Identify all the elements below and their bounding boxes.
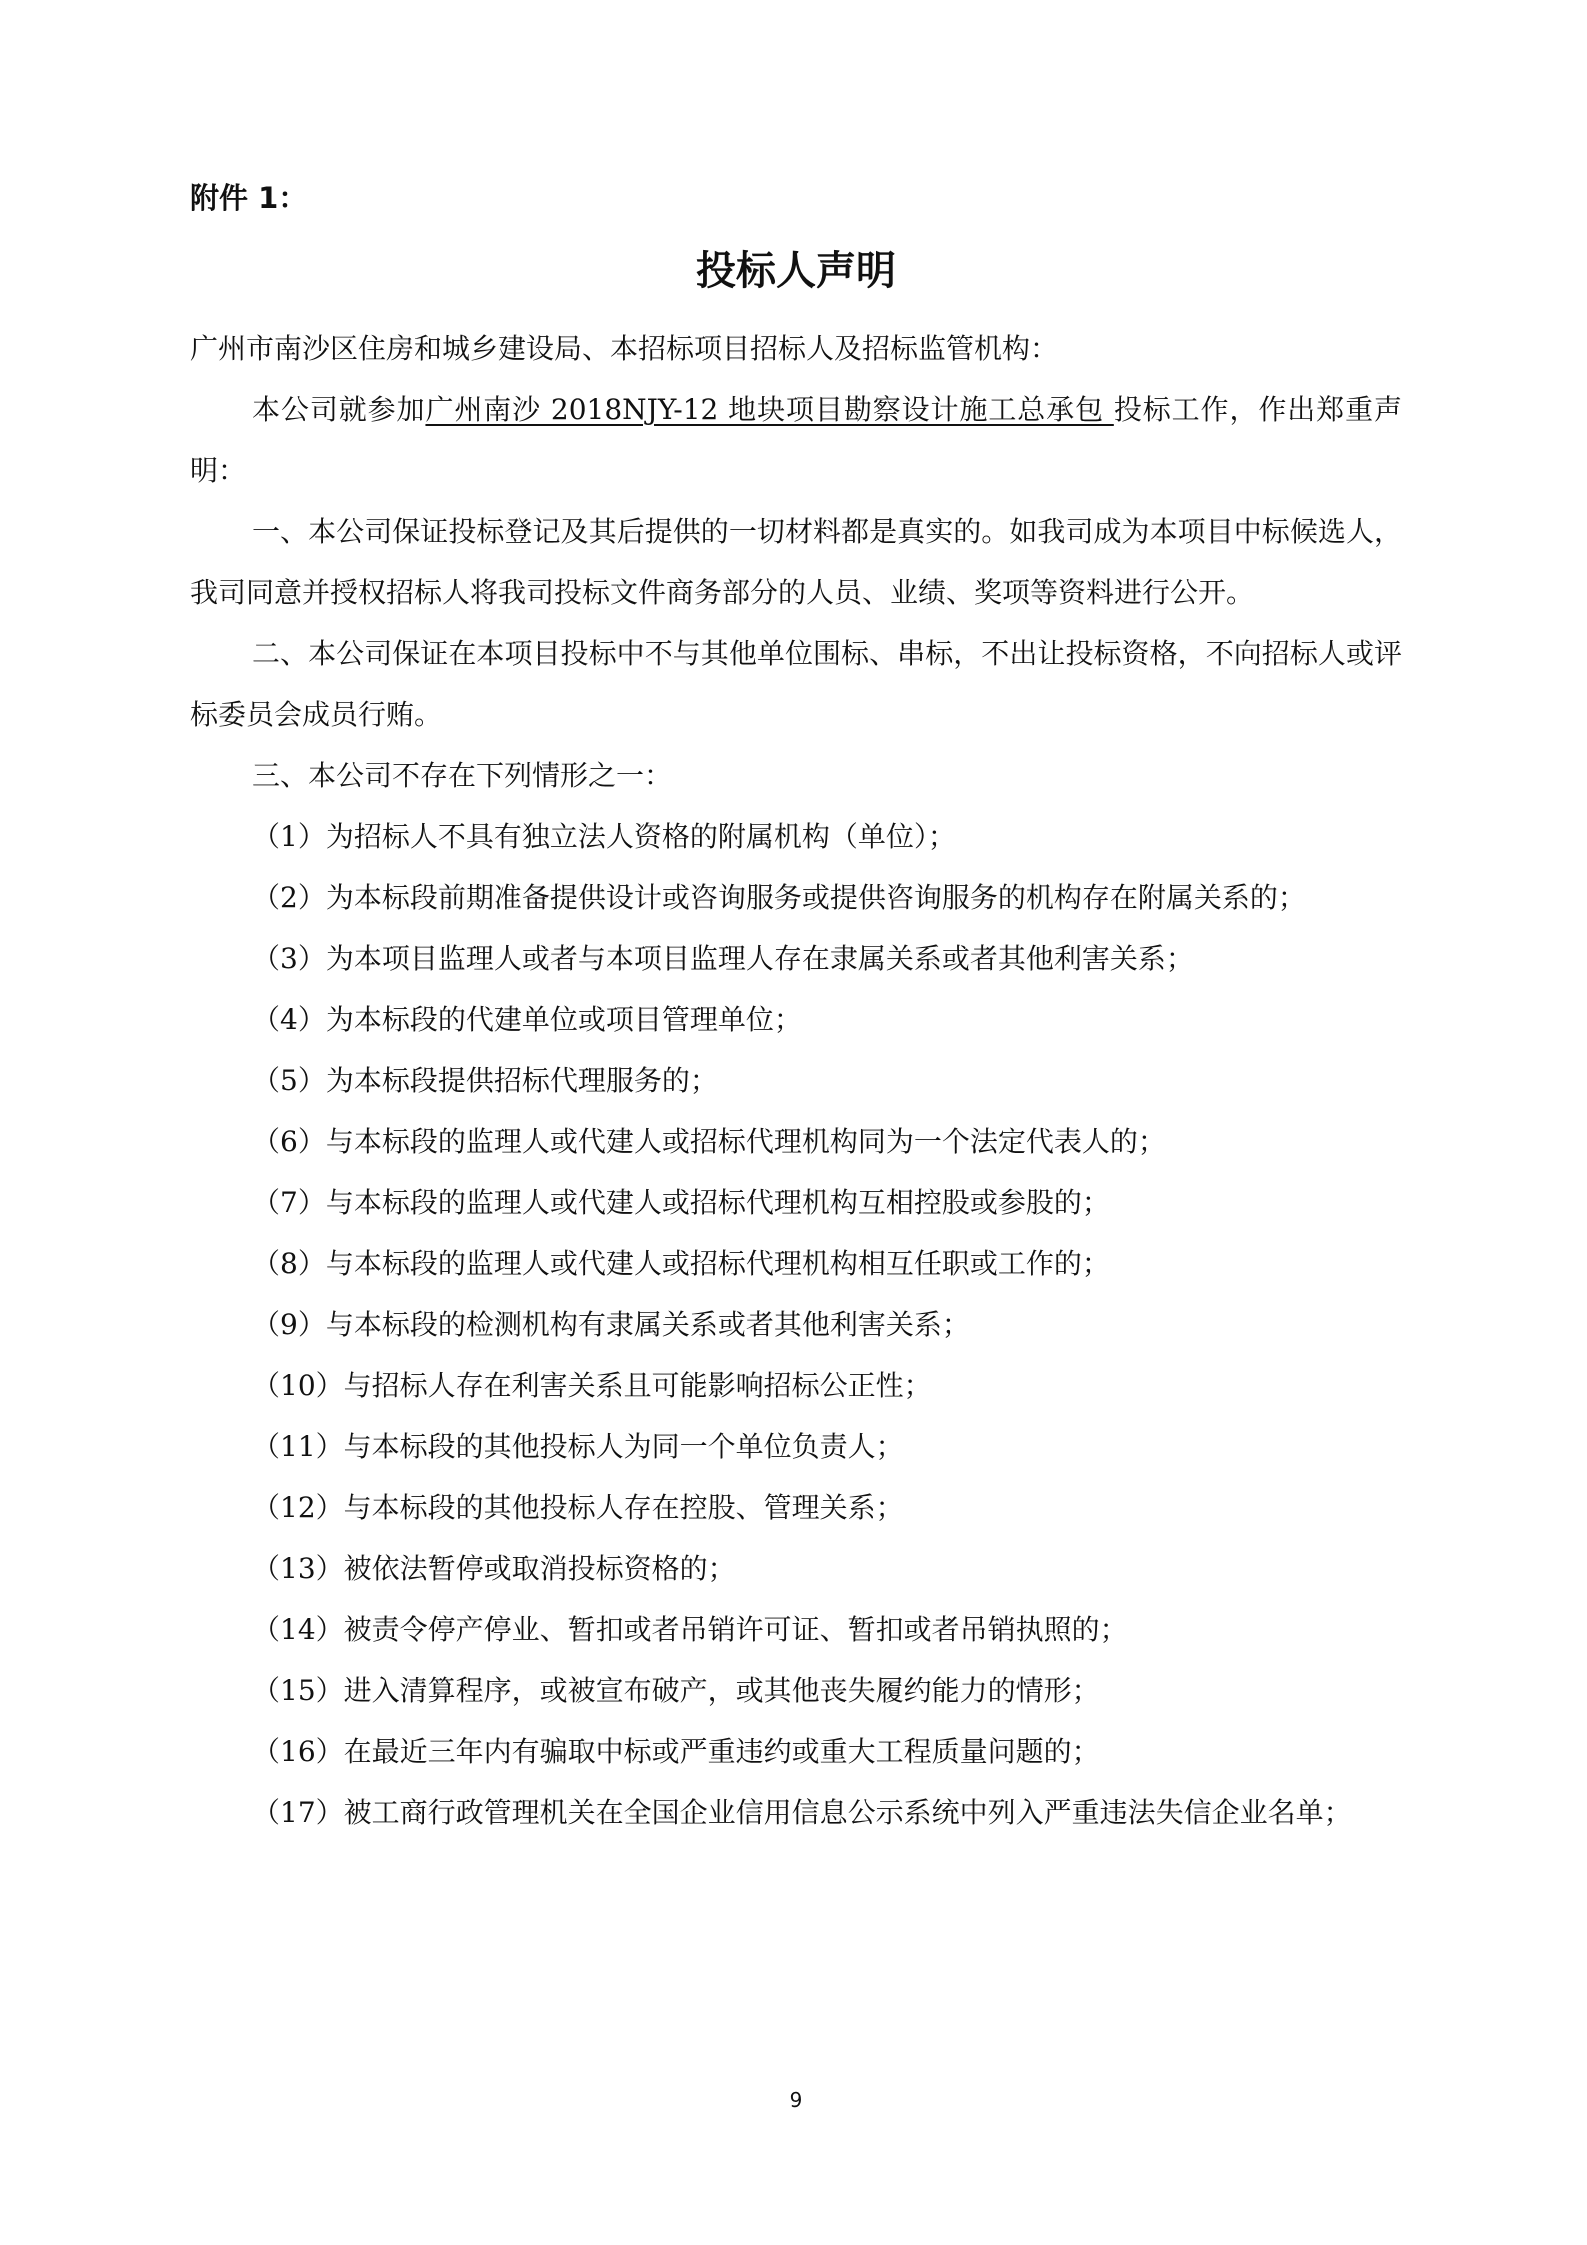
addressee: 广州市南沙区住房和城乡建设局、本招标项目招标人及招标监管机构： [190,332,1059,365]
list-item-2: （2）为本标段前期准备提供设计或咨询服务或提供咨询服务的机构存在附属关系的； [252,881,1306,914]
declaration-body [190,318,1402,1843]
list-item-9: （9）与本标段的检测机构有隶属关系或者其他利害关系； [252,1308,970,1341]
page-number: 9 [789,2088,803,2112]
clause-3: 三、本公司不存在下列情形之一： [252,759,673,792]
list-item-12: （12）与本标段的其他投标人存在控股、管理关系； [252,1491,904,1524]
list-item-11: （11）与本标段的其他投标人为同一个单位负责人； [252,1430,904,1463]
intro-before: 本公司就参加 [252,393,426,426]
intro-after: 投标工作，作出郑重声明： [190,393,1402,487]
list-item-1: （1）为招标人不具有独立法人资格的附属机构（单位）； [252,820,956,853]
clause-2: 二、本公司保证在本项目投标中不与其他单位围标、串标，不出让投标资格，不向招标人或评标委员会成员行贿。 [190,637,1402,731]
list-item-17: （17）被工商行政管理机关在全国企业信用信息公示系统中列入严重违法失信企业名单； [252,1796,1352,1829]
list-item-5: （5）为本标段提供招标代理服务的； [252,1064,718,1097]
document-page [190,0,1402,2245]
list-item-15: （15）进入清算程序，或被宣布破产，或其他丧失履约能力的情形； [252,1674,1100,1707]
list-item-7: （7）与本标段的监理人或代建人或招标代理机构互相控股或参股的； [252,1186,1110,1219]
list-item-6: （6）与本标段的监理人或代建人或招标代理机构同为一个法定代表人的； [252,1125,1166,1158]
intro-paragraph [190,379,1402,501]
list-item-10: （10）与招标人存在利害关系且可能影响招标公正性； [252,1369,932,1402]
list-item-14: （14）被责令停产停业、暂扣或者吊销许可证、暂扣或者吊销执照的； [252,1613,1128,1646]
list-item-13: （13）被依法暂停或取消投标资格的； [252,1552,736,1585]
list-item-16: （16）在最近三年内有骗取中标或严重违约或重大工程质量问题的； [252,1735,1100,1768]
clause-1: 一、本公司保证投标登记及其后提供的一切材料都是真实的。如我司成为本项目中标候选人，我司同意并授权招标人将我司投标文件商务部分的人员、业绩、奖项等资料进行公开。 [190,515,1402,609]
list-item-4: （4）为本标段的代建单位或项目管理单位； [252,1003,802,1036]
list-item-8: （8）与本标段的监理人或代建人或招标代理机构相互任职或工作的； [252,1247,1110,1280]
page-title: 投标人声明 [696,248,896,294]
project-name: 广州南沙 2018NJY-12 地块项目勘察设计施工总承包 [425,393,1114,426]
attachment-label: 附件 1： [190,181,308,215]
list-item-3: （3）为本项目监理人或者与本项目监理人存在隶属关系或者其他利害关系； [252,942,1194,975]
